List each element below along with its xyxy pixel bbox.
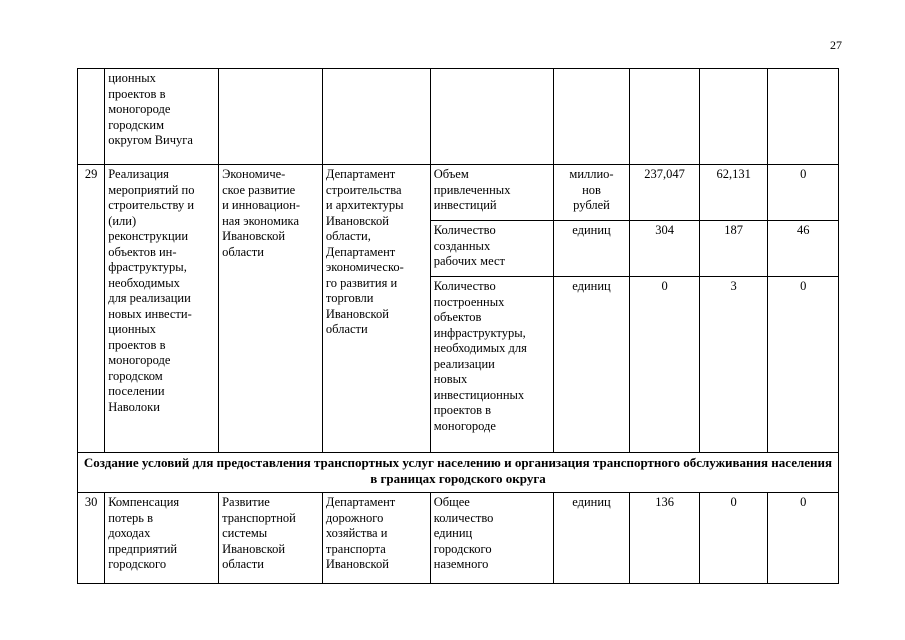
- value-cell: [699, 69, 768, 165]
- section-row: [78, 453, 839, 493]
- measure-name-cell: Компенсация потерь в доходах предприятий городского: [105, 493, 219, 584]
- table-row: [78, 69, 839, 165]
- page-number: 27: [830, 38, 842, 52]
- unit-cell: [553, 69, 630, 165]
- executor-cell: Департамент дорожного хозяйства и транспорта Ивановской: [322, 493, 430, 584]
- measure-name-cell: ционных проектов в моногороде городским округом Вичуга: [105, 69, 219, 165]
- value-cell: [630, 69, 700, 165]
- executor-cell: [322, 69, 430, 165]
- table-row: [78, 165, 839, 221]
- indicator-cell: Общее количество единиц городского наземного: [430, 493, 553, 584]
- unit-cell: миллио- нов рублей: [553, 165, 630, 221]
- table-row: [78, 493, 839, 584]
- program-table: [77, 68, 839, 584]
- row-number-cell: [78, 69, 105, 165]
- value-cell: 304: [630, 221, 700, 277]
- value-cell: 187: [699, 221, 768, 277]
- value-cell: 0: [768, 165, 839, 221]
- measure-name-cell: Реализация мероприятий по строительству и (или) реконструкции объектов ин- фраструктуры, необходимых для реализации новых инвести- ционных проектов в моногороде городском поселении Наволоки: [105, 165, 219, 453]
- unit-cell: единиц: [553, 221, 630, 277]
- value-cell: 0: [630, 277, 700, 453]
- program-cell: Развитие транспортной системы Ивановской области: [219, 493, 323, 584]
- value-cell: 0: [699, 493, 768, 584]
- section-title: Создание условий для предоставления транспортных услуг населению и организация транспортного обслуживания населения в границах городского округа: [78, 453, 839, 493]
- value-cell: [768, 69, 839, 165]
- row-number-cell: 29: [78, 165, 105, 453]
- program-cell: [219, 69, 323, 165]
- value-cell: 62,131: [699, 165, 768, 221]
- indicator-cell: Количество построенных объектов инфраструктуры, необходимых для реализации новых инвестиционных проектов в моногороде: [430, 277, 553, 453]
- indicator-cell: [430, 69, 553, 165]
- value-cell: 0: [768, 277, 839, 453]
- unit-cell: единиц: [553, 493, 630, 584]
- value-cell: 3: [699, 277, 768, 453]
- executor-cell: Департамент строительства и архитектуры Ивановской области, Департамент экономическо- го развития и торговли Ивановской области: [322, 165, 430, 453]
- indicator-cell: Количество созданных рабочих мест: [430, 221, 553, 277]
- value-cell: 136: [630, 493, 700, 584]
- value-cell: 0: [768, 493, 839, 584]
- value-cell: 46: [768, 221, 839, 277]
- indicator-cell: Объем привлеченных инвестиций: [430, 165, 553, 221]
- row-number-cell: 30: [78, 493, 105, 584]
- unit-cell: единиц: [553, 277, 630, 453]
- program-cell: Экономиче- ское развитие и инновацион- ная экономика Ивановской области: [219, 165, 323, 453]
- value-cell: 237,047: [630, 165, 700, 221]
